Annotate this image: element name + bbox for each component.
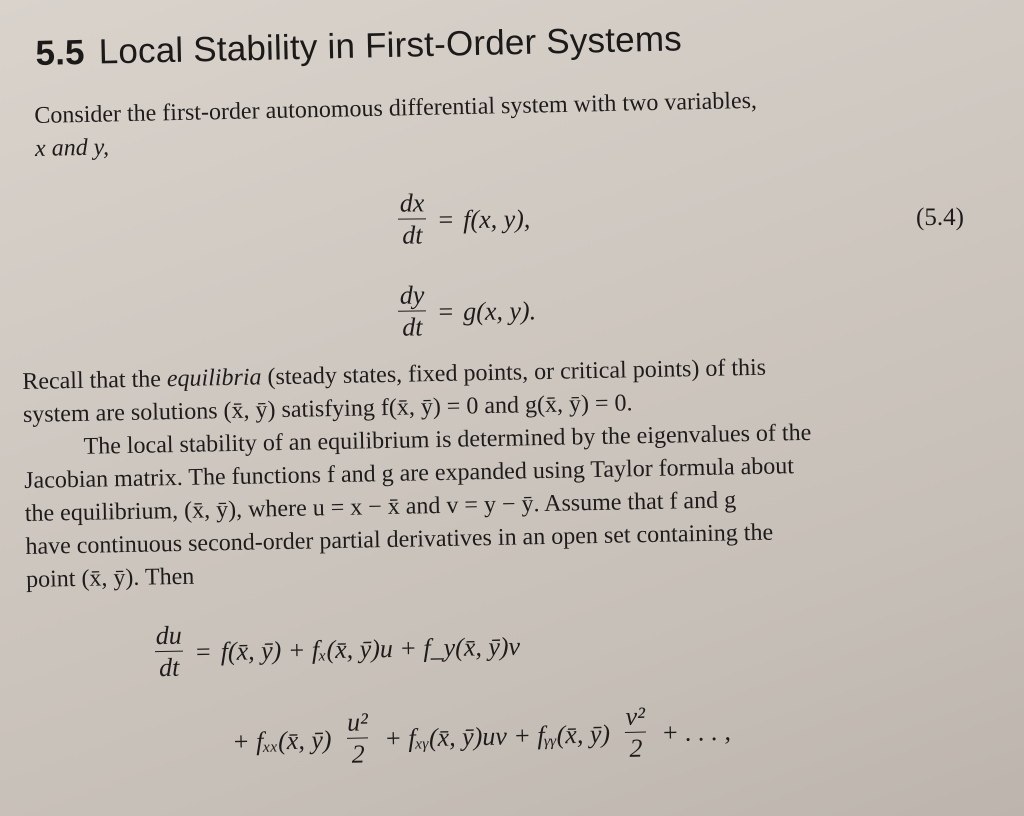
- taylor-line-1: f(x̄, ȳ) + fₓ(x̄, ȳ)u + f_y(x̄, ȳ)v: [220, 631, 521, 666]
- line-5: the equilibrium, (x̄, ȳ), where u = x − x̄ and v = y − ȳ. Assume that f and g: [24, 487, 737, 527]
- line-4: Jacobian matrix. The functions f and g are expanded using Taylor formula about: [23, 453, 795, 494]
- intro-paragraph: [34, 80, 985, 166]
- equals-sign: =: [438, 296, 454, 326]
- fraction-numerator: u²: [346, 707, 369, 737]
- section-heading: [35, 19, 682, 74]
- line-3: The local stability of an equilibrium is determined by the eigenvalues of the: [83, 419, 812, 460]
- fraction-v2-over-2: [621, 701, 650, 765]
- equals-sign: =: [195, 636, 211, 666]
- line-6: have continuous second-order partial derivatives in an open set containing the: [25, 519, 774, 560]
- equation-rhs: g(x, y).: [463, 295, 537, 326]
- equation-rhs: f(x, y),: [463, 203, 531, 234]
- fraction-numerator: du: [155, 620, 182, 651]
- fraction-du-dt: [151, 621, 186, 685]
- fraction-denominator: dt: [398, 218, 427, 251]
- fraction-numerator: dy: [399, 280, 425, 310]
- intro-line-2: x and y,: [34, 134, 110, 162]
- body-paragraph: [22, 348, 986, 597]
- fraction-denominator: dt: [398, 310, 427, 343]
- term-fxy-fyy: + fₓᵧ(x̄, ȳ)uv + fᵧᵧ(x̄, ȳ): [383, 718, 611, 753]
- equation-dx-dt: [396, 187, 531, 251]
- fraction-dy-dt: [396, 280, 429, 343]
- line-2: system are solutions (x̄, ȳ) satisfying f(x̄, ȳ) = 0 and g(x̄, ȳ) = 0.: [22, 390, 633, 428]
- ellipsis-term: + . . . ,: [660, 716, 732, 747]
- fraction-numerator: dx: [399, 188, 425, 218]
- term-fxx: + fₓₓ(x̄, ȳ): [231, 724, 332, 756]
- section-number: 5.5: [35, 32, 86, 73]
- equation-dy-dt: [396, 279, 537, 343]
- equation-du-dt: [151, 615, 520, 684]
- taylor-line-2: [227, 700, 735, 774]
- fraction-numerator: v²: [625, 701, 646, 731]
- section-title: Local Stability in First-Order Systems: [98, 19, 683, 72]
- equals-sign: =: [438, 204, 454, 234]
- fraction-u2-over-2: [343, 707, 373, 771]
- line-1a: Recall that the: [22, 366, 168, 395]
- fraction-dx-dt: [396, 188, 429, 251]
- equation-number: (5.4): [916, 204, 964, 231]
- fraction-denominator: 2: [625, 732, 647, 765]
- line-1c: (steady states, fixed points, or critical points) of this: [261, 354, 767, 391]
- line-7: point (x̄, ȳ). Then: [25, 563, 195, 593]
- term-equilibria: equilibria: [166, 364, 262, 393]
- fraction-denominator: dt: [155, 651, 184, 684]
- fraction-denominator: 2: [347, 737, 369, 770]
- intro-line-1: Consider the first-order autonomous differential system with two variables,: [34, 87, 758, 129]
